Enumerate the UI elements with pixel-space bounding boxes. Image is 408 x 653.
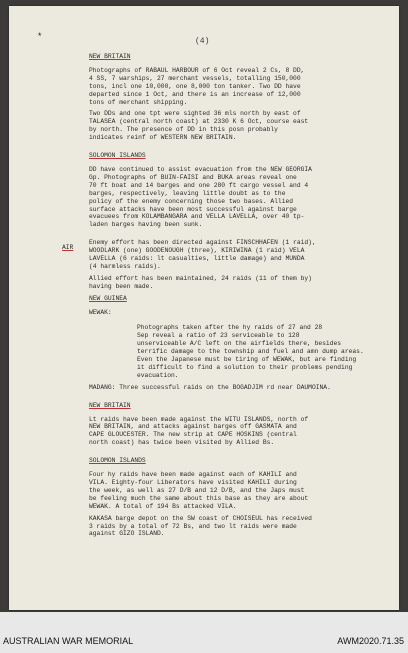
heading-solomon-islands: SOLOMON ISLANDS — [89, 457, 146, 465]
paragraph: Photographs of RABAUL HARBOUR of 6 Oct reveal 2 Cs, 8 DD, 4 SS, 7 warships, 27 merchant vessels, totalling 150,000 tons, incl one 10,000, one 8,000 ton tanker. Two DD have departed since 1 Oct, and there is an increase of 12,000 tons of merchant shipping. — [89, 66, 305, 106]
page-number: (4) — [195, 37, 210, 46]
heading-new-britain: NEW BRITAIN — [89, 401, 131, 409]
paragraph-air: Allied effort has been maintained, 24 raids (11 of them by) having been made. — [89, 274, 312, 290]
heading-new-guinea: NEW GUINEA — [89, 294, 127, 302]
paragraph-air: Enemy effort has been directed against FINSCHHAFEN (1 raid), WOODLARK (one) GOODENOUGH (three), KIRIWINA (1 raid) VELA LAVELLA (6 raids: lt casualties, little damage) and MUNDA (4 harmless raids). — [89, 239, 316, 270]
wewak-text: Photographs taken after the hy raids of 27 and 28 Sep reveal a ratio of 23 serviceable to 128 unserviceable A/C left on the airfields there, besides terrific damage to the township and fuel and amn dump areas. Even the Japanese must be tiring of WEWAK, but are finding it difficult to find a solution to their problems pending evacuation. — [137, 324, 364, 379]
paragraph: DD have continued to assist evacuation from the NEW GEORGIA Gp. Photographs of BUIN-FAISI and BUKA areas reveal one 70 ft boat and 14 barges and one 280 ft cargo vessel and 4 barges, respectively, leaving little doubt as to the policy of the enemy concerning those two bases. Allied surface attacks have been most successful against barge evacuees from KOLAMBANGARA and VELLA LAVELLA, over 40 tp- laden barges having been sunk. — [89, 165, 312, 229]
heading-new-britain: NEW BRITAIN — [89, 53, 131, 60]
footer-accession-number: AWM2020.71.35 — [337, 636, 404, 646]
paragraph: Two DDs and one tpt were sighted 36 mls north by east of TALASEA (central north coast) at 2330 K 6 Oct, course east by north. The presence of DD in this posn probably indicates reinf of WESTERN NEW BRITAIN. — [89, 110, 309, 142]
madang-entry: MADANG: Three successful raids on the BOGADJIM rd near DAUMOINA. — [89, 383, 331, 391]
footer-bar — [0, 612, 408, 653]
section-air-label: AIR — [62, 244, 74, 251]
paragraph: Lt raids have been made against the WITU ISLANDS, north of NEW BRITAIN, and attacks against barges off GASMATA and CAPE GLOUCESTER. The new strip at CAPE HOSKINS (central north coast) has twice been visited by Allied Bs. — [89, 415, 309, 447]
footer-institution: AUSTRALIAN WAR MEMORIAL — [3, 636, 134, 646]
document-page — [9, 6, 399, 610]
heading-solomon-islands: SOLOMON ISLANDS — [89, 152, 146, 160]
paragraph: Four hy raids have been made against each of KAHILI and VILA. Eighty-four Liberators have visited KAHILI during the week, as well as 27 D/B and 12 D/B, and the Japs must be feeling much the same about this base as they are about WEWAK. A total of 194 Bs attacked VILA. — [89, 471, 309, 510]
wewak-label: WEWAK: — [89, 308, 112, 316]
wewak-entry — [89, 309, 394, 380]
paragraph: KAKASA barge depot on the SW coast of CHOISEUL has received 3 raids by a total of 72 Bs, and two lt raids were made against GIZO ISLAND. — [89, 514, 312, 538]
corner-mark: * — [37, 32, 43, 42]
document-body — [89, 53, 394, 542]
